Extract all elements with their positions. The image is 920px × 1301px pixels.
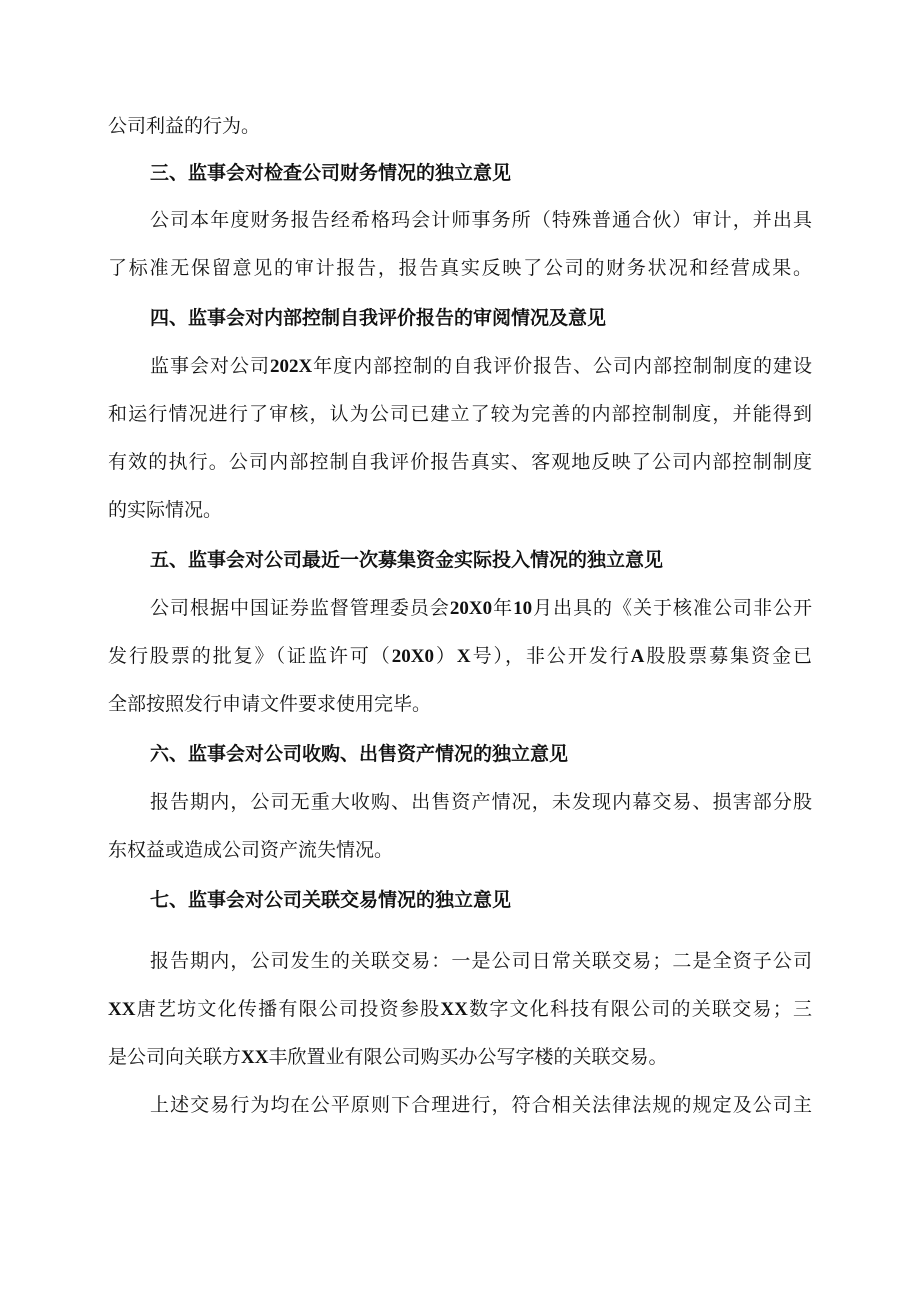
paragraph-line: 发行股票的批复》（证监许可（20X0）X号），非公开发行A股股票募集资金已 bbox=[108, 645, 812, 667]
paragraph-line: 有效的执行。公司内部控制自我评价报告真实、客观地反映了公司内部控制制度 bbox=[108, 451, 812, 473]
paragraph-line: 全部按照发行申请文件要求使用完毕。 bbox=[108, 693, 432, 715]
paragraph-line: 报告期内，公司发生的关联交易：一是公司日常关联交易；二是全资子公司 bbox=[150, 950, 812, 972]
paragraph-line: 公司本年度财务报告经希格玛会计师事务所（特殊普通合伙）审计，并出具 bbox=[150, 209, 812, 231]
paragraph-line: 的实际情况。 bbox=[108, 499, 223, 521]
paragraph-line: 东权益或造成公司资产流失情况。 bbox=[108, 839, 394, 861]
paragraph-line: 是公司向关联方XX丰欣置业有限公司购买办公写字楼的关联交易。 bbox=[108, 1046, 668, 1068]
section-heading-5: 五、监事会对公司最近一次募集资金实际投入情况的独立意见 bbox=[150, 549, 664, 571]
paragraph-line: XX唐艺坊文化传播有限公司投资参股XX数字文化科技有限公司的关联交易；三 bbox=[108, 998, 812, 1020]
section-heading-7: 七、监事会对公司关联交易情况的独立意见 bbox=[150, 889, 512, 911]
paragraph-line: 公司利益的行为。 bbox=[108, 115, 261, 137]
section-heading-6: 六、监事会对公司收购、出售资产情况的独立意见 bbox=[150, 743, 569, 765]
section-heading-3: 三、监事会对检查公司财务情况的独立意见 bbox=[150, 162, 512, 184]
paragraph-line: 上述交易行为均在公平原则下合理进行，符合相关法律法规的规定及公司主 bbox=[150, 1094, 812, 1116]
paragraph-line: 了标准无保留意见的审计报告，报告真实反映了公司的财务状况和经营成果。 bbox=[108, 257, 812, 279]
paragraph-line: 公司根据中国证券监督管理委员会20X0年10月出具的《关于核准公司非公开 bbox=[150, 597, 812, 619]
paragraph-line: 和运行情况进行了审核，认为公司已建立了较为完善的内部控制制度，并能得到 bbox=[108, 403, 812, 425]
section-heading-4: 四、监事会对内部控制自我评价报告的审阅情况及意见 bbox=[150, 307, 607, 329]
paragraph-line: 监事会对公司202X年度内部控制的自我评价报告、公司内部控制制度的建设 bbox=[150, 355, 812, 377]
paragraph-line: 报告期内，公司无重大收购、出售资产情况，未发现内幕交易、损害部分股 bbox=[150, 791, 812, 813]
